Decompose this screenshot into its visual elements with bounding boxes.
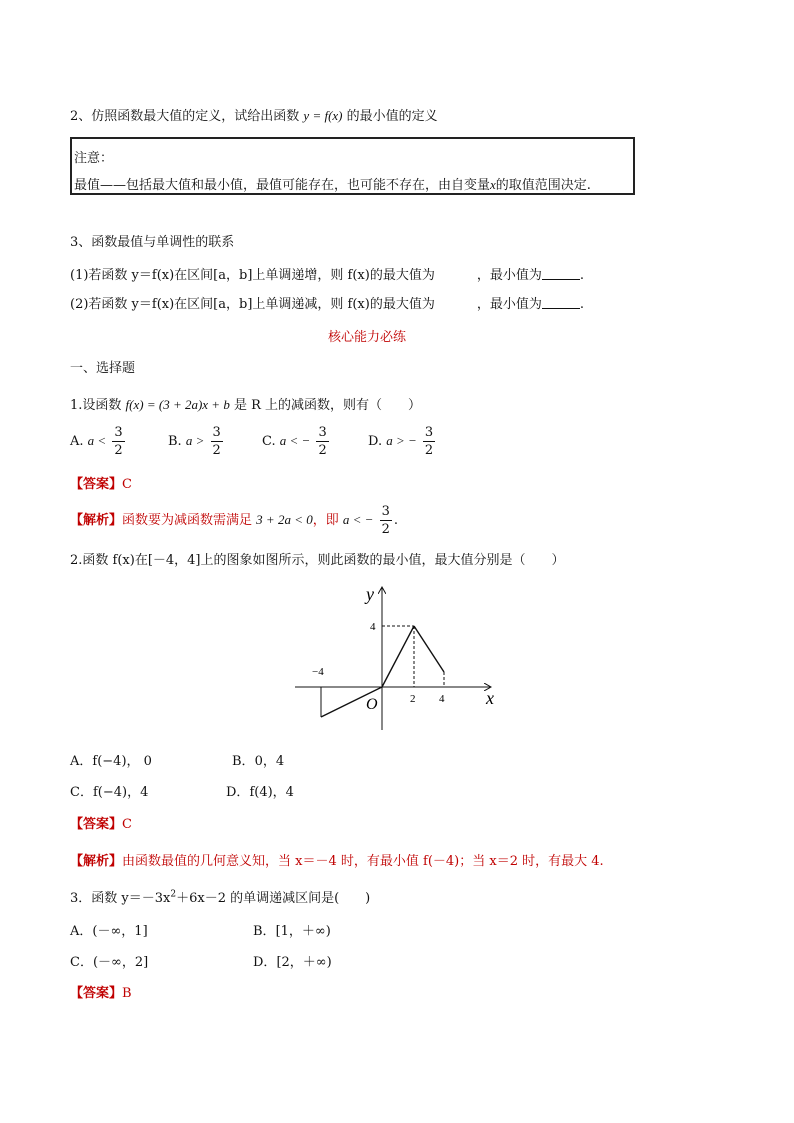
q2-definition-prefix: 2、仿照函数最大值的定义，试给出函数 bbox=[70, 109, 300, 124]
note-var: x bbox=[490, 177, 496, 192]
q3-stem bbox=[70, 887, 370, 906]
section3-line2-text: (2)若函数 y＝f(x)在区间[a，b]上单调递减，则 f(x)的最大值为 bbox=[70, 297, 435, 312]
option-numerator: 3 bbox=[114, 425, 123, 440]
q2-option-b[interactable] bbox=[232, 750, 284, 769]
q1-option-b[interactable] bbox=[168, 426, 225, 457]
option-label: A． bbox=[70, 754, 93, 769]
q3-option-d[interactable] bbox=[253, 951, 332, 970]
analysis-tag: 【解析】 bbox=[70, 513, 123, 528]
option-denominator: 2 bbox=[424, 443, 434, 458]
y-axis-label: y bbox=[366, 584, 374, 604]
q2-definition bbox=[70, 105, 438, 124]
part1-title: 一、选择题 bbox=[70, 361, 136, 376]
q1-stem-math: f(x) = (3 + 2a)x + b bbox=[125, 397, 230, 412]
option-label: C. bbox=[262, 434, 276, 449]
q1-option-c[interactable] bbox=[262, 426, 331, 457]
option-text: (－∞，1] bbox=[92, 924, 148, 939]
graph-segment-rise bbox=[382, 626, 414, 687]
answer-blank[interactable] bbox=[542, 267, 580, 280]
q1-option-d[interactable] bbox=[368, 426, 437, 457]
answer-tag: 【答案】 bbox=[70, 817, 123, 832]
analysis-text: 函数要为减函数需满足 bbox=[122, 513, 253, 528]
note-text-before: 最值——包括最大值和最小值，最值可能存在，也可能不存在，由自变量 bbox=[74, 178, 491, 193]
analysis-math: 3 + 2a < 0 bbox=[256, 512, 313, 527]
note-title: 注意： bbox=[74, 151, 114, 166]
option-denominator: 2 bbox=[114, 443, 123, 458]
section3-line2-middle: ，最小值为 bbox=[476, 297, 542, 312]
option-label: B． bbox=[232, 754, 255, 769]
option-label: C． bbox=[70, 785, 93, 800]
analysis-tag: 【解析】 bbox=[70, 854, 123, 869]
q1-stem-prefix: 1.设函数 bbox=[70, 398, 122, 413]
q1-stem-suffix: 是 R 上的减函数，则有（ ） bbox=[233, 398, 422, 413]
option-label: A. bbox=[70, 434, 84, 449]
x-axis-label: x bbox=[486, 688, 494, 708]
graph-segment-fall bbox=[414, 626, 444, 672]
answer-blank[interactable] bbox=[542, 296, 580, 309]
option-denominator: 2 bbox=[212, 443, 221, 458]
q2-option-c[interactable] bbox=[70, 781, 148, 800]
q3-option-c[interactable] bbox=[70, 951, 148, 970]
option-text: (－∞，2] bbox=[92, 955, 149, 970]
option-text: [2，＋∞) bbox=[276, 955, 332, 970]
option-expr: a < − bbox=[279, 433, 311, 448]
option-label: B． bbox=[253, 924, 276, 939]
note-text-after: 的取值范围决定. bbox=[495, 178, 591, 193]
q3-stem-suffix: ＋6x－2 的单调递减区间是( ) bbox=[176, 891, 371, 906]
q1-analysis bbox=[70, 505, 398, 536]
option-numerator: 3 bbox=[424, 425, 434, 440]
section3-line1-middle: ，最小值为 bbox=[476, 268, 542, 283]
origin-label: O bbox=[366, 696, 378, 713]
option-text: f(−4)， 0 bbox=[92, 754, 152, 769]
option-numerator: 3 bbox=[318, 425, 327, 440]
q2-stem: 2.函数 f(x)在[－4，4]上的图象如图所示，则此函数的最小值，最大值分别是（ ） bbox=[70, 553, 565, 568]
option-label: D. bbox=[368, 434, 383, 449]
q3-option-b[interactable] bbox=[253, 920, 331, 939]
q1-answer bbox=[70, 473, 132, 492]
analysis-denominator: 2 bbox=[381, 522, 390, 537]
q2-answer bbox=[70, 813, 132, 832]
option-text: 0，4 bbox=[254, 754, 285, 769]
q2-definition-suffix: 的最小值的定义 bbox=[346, 109, 438, 124]
q2-definition-math: y = f(x) bbox=[303, 108, 343, 123]
section3-line2 bbox=[70, 293, 584, 312]
q3-stem-prefix: 3．函数 y＝－3x bbox=[70, 891, 171, 906]
function-graph bbox=[290, 580, 510, 735]
option-text: f(−4)，4 bbox=[92, 785, 149, 800]
option-expr: a > − bbox=[386, 433, 417, 448]
note-text bbox=[74, 174, 591, 193]
q2-analysis bbox=[70, 850, 604, 869]
option-label: D． bbox=[226, 785, 250, 800]
tick-2: 2 bbox=[410, 693, 416, 705]
q3-stem-sup: 2 bbox=[170, 889, 177, 900]
answer-tag: 【答案】 bbox=[70, 986, 123, 1001]
section3-line2-end: . bbox=[579, 297, 584, 312]
option-text: [1，＋∞) bbox=[275, 924, 331, 939]
option-expr: a > bbox=[185, 433, 205, 448]
section3-line1-end: . bbox=[579, 268, 584, 283]
answer-value: B bbox=[122, 986, 132, 1001]
option-label: B. bbox=[168, 434, 182, 449]
analysis-mid: ，即 bbox=[312, 513, 339, 528]
option-expr: a < bbox=[87, 433, 107, 448]
option-denominator: 2 bbox=[318, 443, 327, 458]
q2-option-d[interactable] bbox=[226, 781, 294, 800]
tick-neg4: −4 bbox=[312, 666, 324, 678]
core-title: 核心能力必练 bbox=[328, 330, 407, 345]
q3-answer bbox=[70, 982, 132, 1001]
q1-stem bbox=[70, 394, 421, 413]
q2-option-a[interactable] bbox=[70, 750, 152, 769]
tick-y4: 4 bbox=[370, 621, 376, 633]
option-text: f(4)，4 bbox=[249, 785, 294, 800]
option-numerator: 3 bbox=[212, 425, 221, 440]
analysis-end: . bbox=[393, 513, 398, 528]
option-label: A． bbox=[70, 924, 93, 939]
answer-value: C bbox=[122, 817, 132, 832]
option-label: D． bbox=[253, 955, 277, 970]
answer-tag: 【答案】 bbox=[70, 477, 123, 492]
q3-option-a[interactable] bbox=[70, 920, 148, 939]
section3-line1 bbox=[70, 264, 584, 283]
note-box bbox=[70, 137, 635, 195]
section3-title: 3、函数最值与单调性的联系 bbox=[70, 235, 235, 250]
analysis-text: 由函数最值的几何意义知，当 x＝－4 时，有最小值 f(－4)；当 x＝2 时，有最大 4. bbox=[122, 854, 604, 869]
analysis-numerator: 3 bbox=[381, 504, 390, 519]
analysis-expr: a < − bbox=[342, 512, 374, 527]
q1-option-a[interactable] bbox=[70, 426, 127, 457]
option-label: C． bbox=[70, 955, 93, 970]
section3-line1-text: (1)若函数 y＝f(x)在区间[a，b]上单调递增，则 f(x)的最大值为 bbox=[70, 268, 435, 283]
answer-value: C bbox=[122, 477, 132, 492]
tick-4: 4 bbox=[439, 693, 445, 705]
